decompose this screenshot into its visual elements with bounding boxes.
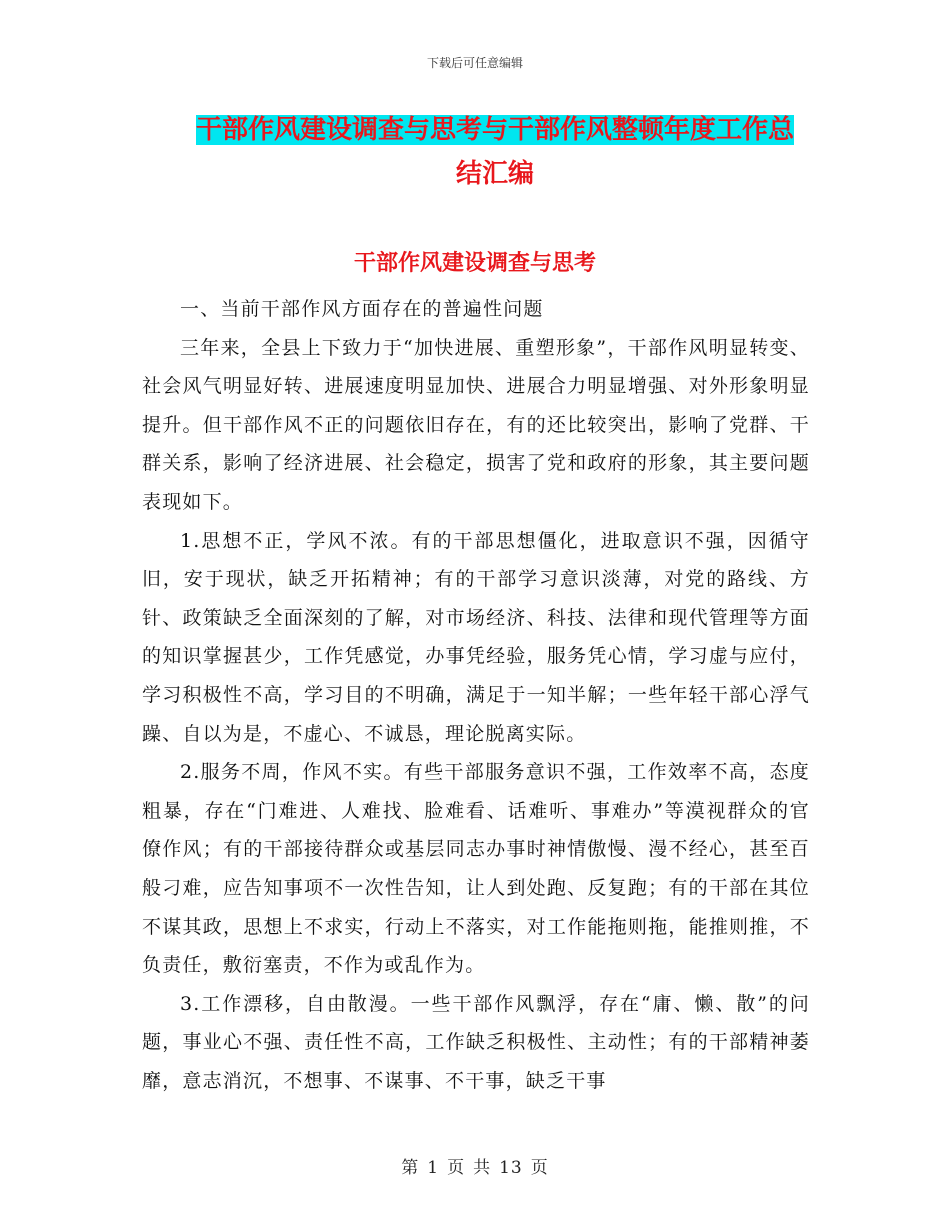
document-body <box>142 290 810 1100</box>
footer-total-prefix: 共 <box>473 1158 492 1178</box>
document-title-line2: 结汇编 <box>455 159 534 189</box>
paragraph: 1.思想不正，学风不浓。有的干部思想僵化，进取意识不强，因循守旧，安于现状，缺乏开拓精神；有的干部学习意识淡薄，对党的路线、方针、政策缺乏全面深刻的了解，对市场经济、科技、法律和现代管理等方面的知识掌握甚少，工作凭感觉，办事凭经验，服务凭心情，学习虚与应付，学习积极性不高，学习目的不明确，满足于一知半解；一些年轻干部心浮气躁、自以为是，不虚心、不诚恳，理论脱离实际。 <box>142 529 810 745</box>
page-footer <box>0 1153 950 1178</box>
document-title <box>150 108 840 196</box>
header-note: 下载后可任意编辑 <box>426 56 523 70</box>
document-title-line1: 干部作风建设调查与思考与干部作风整顿年度工作总 <box>195 115 794 145</box>
footer-suffix: 页 <box>530 1158 549 1178</box>
paragraph: 三年来，全县上下致力于“加快进展、重塑形象”，干部作风明显转变、社会风气明显好转、进展速度明显加快、进展合力明显增强、对外形象明显提升。但干部作风不正的问题依旧存在，有的还比较突出，影响了党群、干群关系，影响了经济进展、社会稳定，损害了党和政府的形象，其主要问题表现如下。 <box>142 336 810 513</box>
footer-page-word: 页 <box>447 1158 466 1178</box>
paragraph: 2.服务不周，作风不实。有些干部服务意识不强，工作效率不高，态度粗暴，存在“门难进、人难找、脸难看、话难听、事难办”等漠视群众的官僚作风；有的干部接待群众或基层同志办事时神情傲慢、漫不经心，甚至百般刁难，应告知事项不一次性告知，让人到处跑、反复跑；有的干部在其位不谋其政，思想上不求实，行动上不落实，对工作能拖则拖，能推则推，不负责任，敷衍塞责，不作为或乱作为。 <box>142 761 810 977</box>
footer-prefix: 第 <box>401 1158 420 1178</box>
section-title: 干部作风建设调查与思考 <box>353 251 596 276</box>
paragraph-heading: 一、当前干部作风方面存在的普遍性问题 <box>180 298 544 320</box>
footer-page-number: 1 <box>427 1158 440 1178</box>
paragraph: 3.工作漂移，自由散漫。一些干部作风飘浮，存在“庸、懒、散”的问题，事业心不强、责任性不高，工作缺乏积极性、主动性；有的干部精神萎靡，意志消沉，不想事、不谋事、不干事，缺乏干事 <box>142 992 810 1092</box>
footer-total-pages: 13 <box>499 1158 523 1178</box>
